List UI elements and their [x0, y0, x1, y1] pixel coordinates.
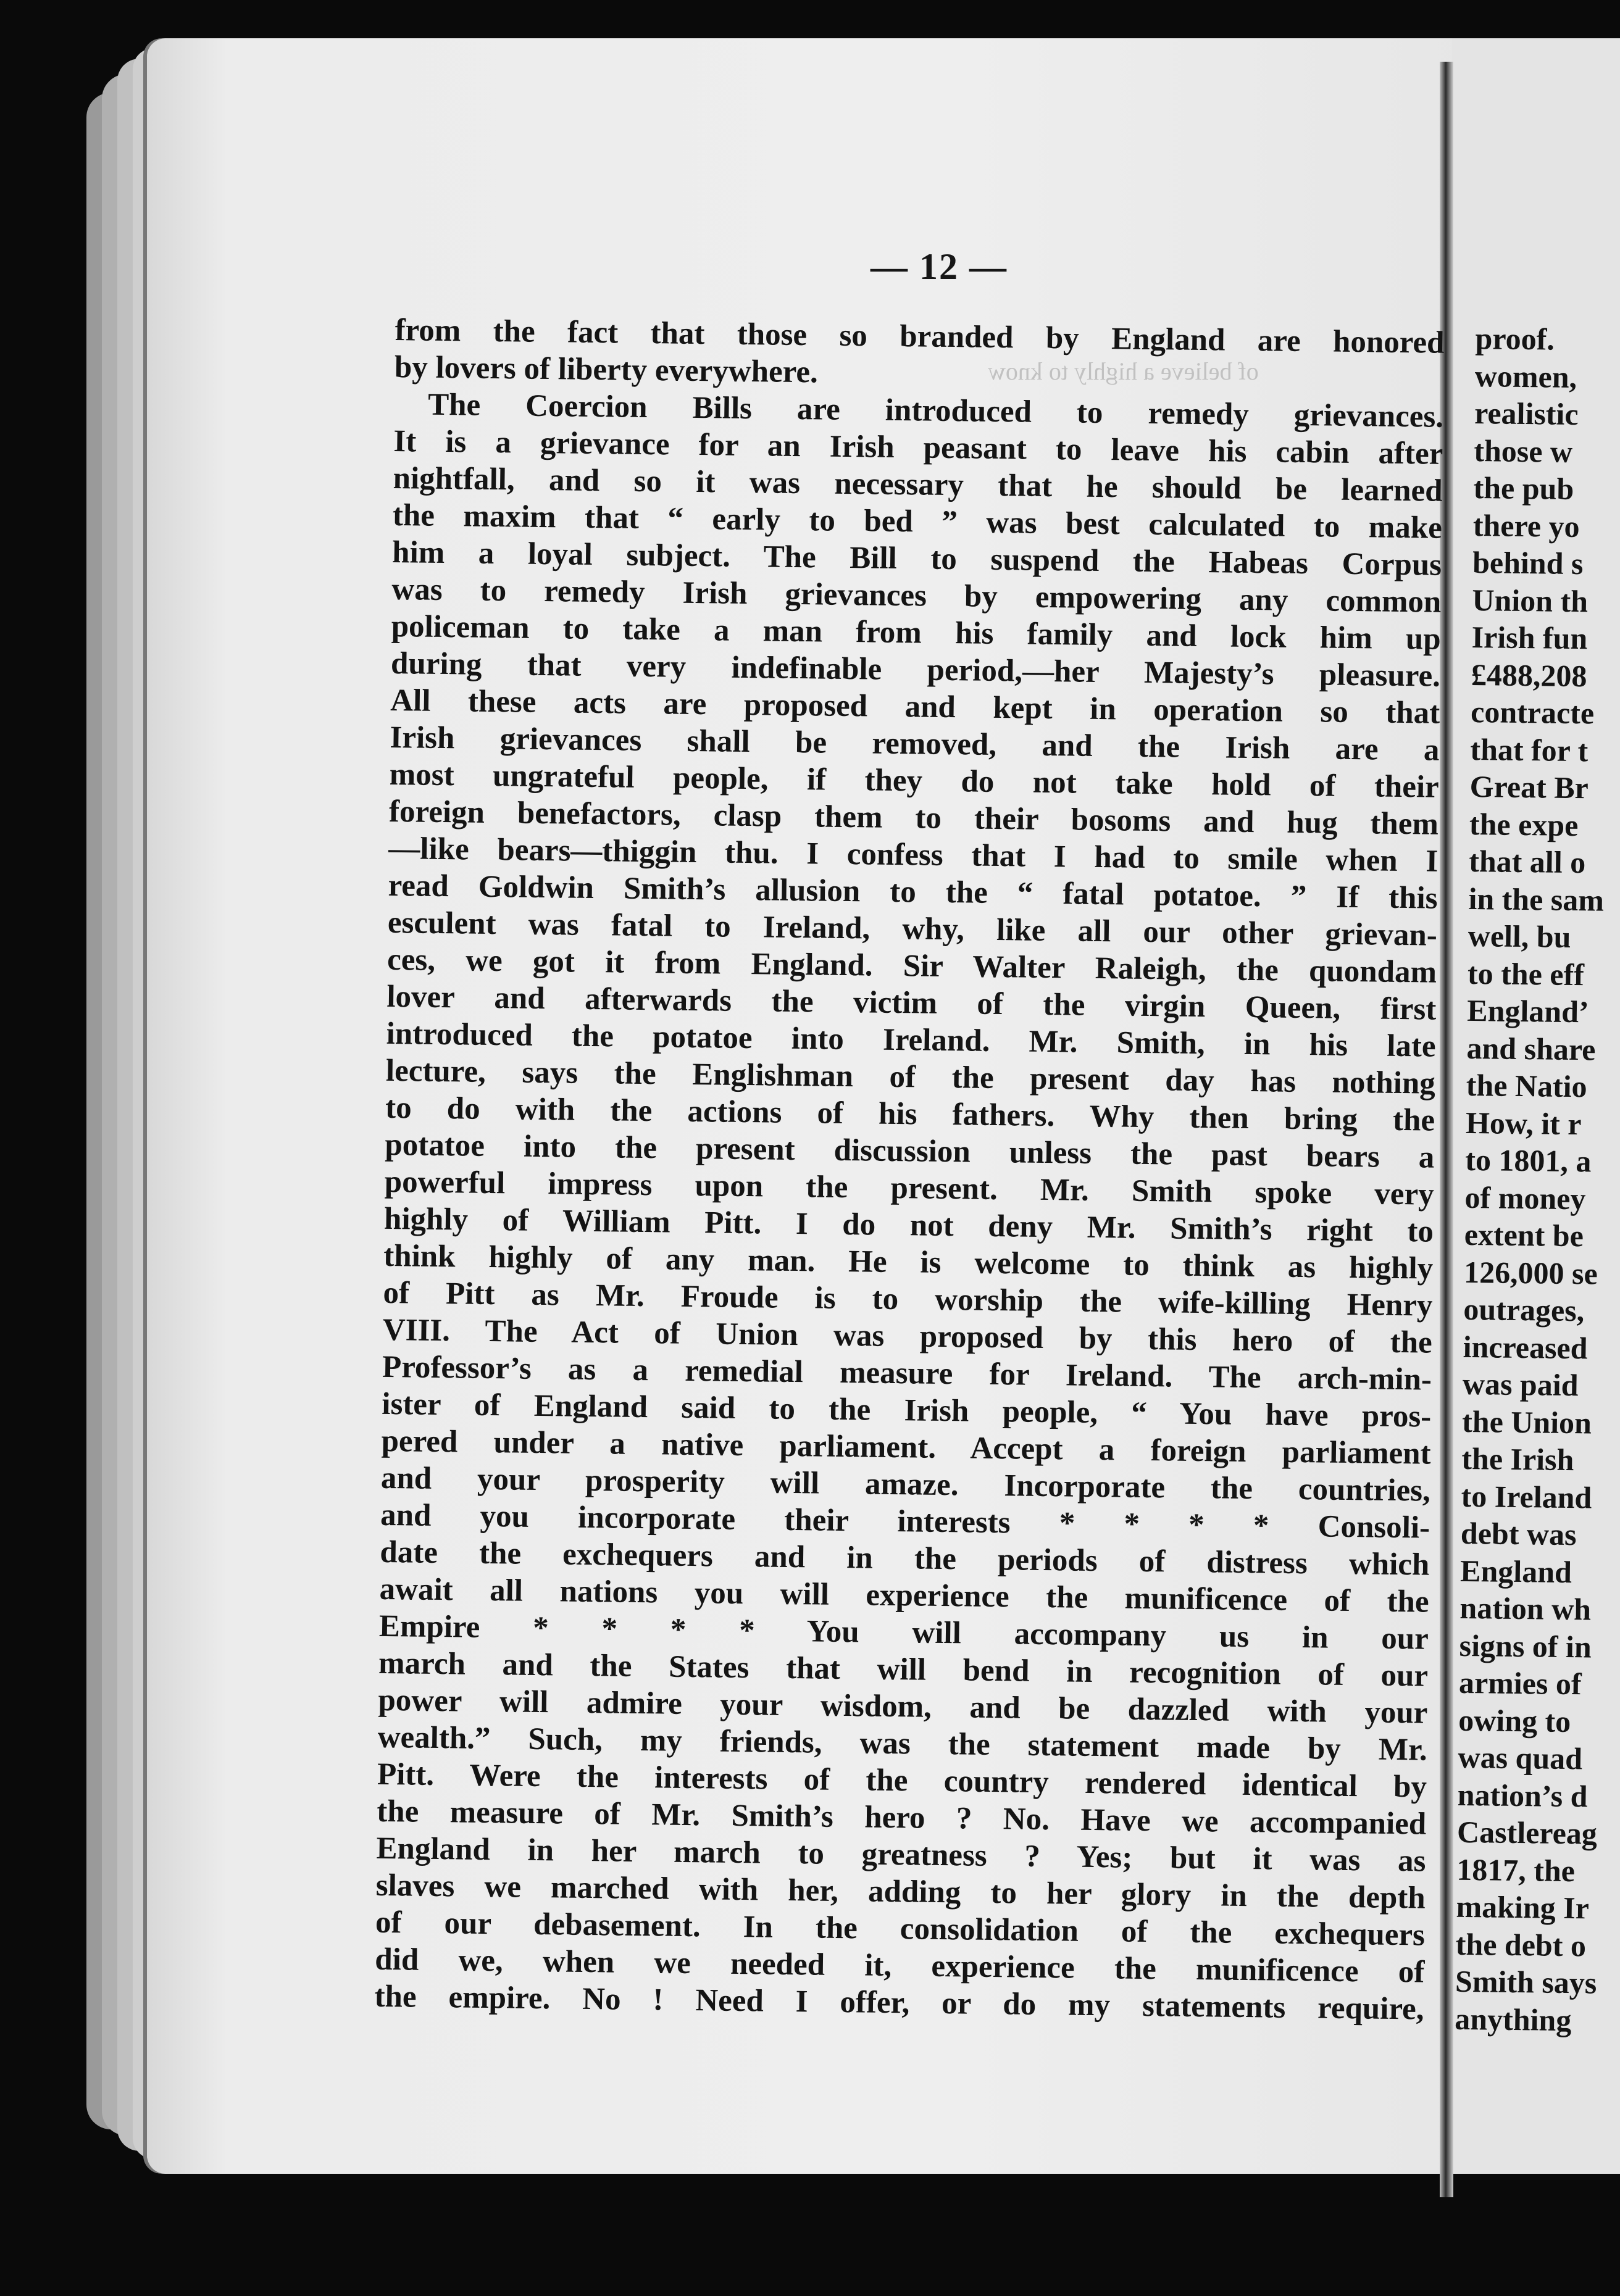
text-line: Professor’s as a remedial measure for Ireland. The arch-min-: [382, 1349, 1432, 1397]
text-line: pered under a native parliament. Accept a foreign parliament: [381, 1423, 1431, 1471]
text-line: highly of William Pitt. I do not deny Mr. Smith’s right to: [383, 1201, 1434, 1249]
text-line: the maxim that “ early to bed ” was best calculated to make: [392, 497, 1443, 546]
text-line: nightfall, and so it was necessary that he should be learned: [393, 460, 1443, 509]
right-text-line: the pub: [1473, 470, 1574, 506]
right-text-line: Smith says: [1455, 1963, 1597, 2000]
right-text-line: Great Br: [1469, 768, 1589, 805]
text-line: was to remedy Irish grievances by empowering any common: [391, 572, 1442, 620]
right-text-line: increased: [1463, 1329, 1588, 1365]
text-line: during that very indefinable period,—her Majesty’s pleasure.: [390, 646, 1441, 694]
right-text-line: the Irish: [1461, 1441, 1574, 1478]
text-line: ister of England said to the Irish people, “ You have pros-: [382, 1386, 1432, 1434]
text-line: foreign benefactors, clasp them to their bosoms and hug them: [388, 794, 1439, 842]
text-line: date the exchequers and in the periods of distress which: [380, 1534, 1430, 1583]
right-text-line: behind s: [1472, 544, 1584, 581]
right-text-line: was quad: [1458, 1739, 1583, 1776]
right-page-column: [1455, 320, 1620, 2039]
text-line: All these acts are proposed and kept in operation so that: [390, 683, 1440, 731]
text-line: read Goldwin Smith’s allusion to the “ fatal potatoe. ” If this: [388, 868, 1438, 916]
right-text-line: making Ir: [1456, 1889, 1590, 1926]
text-line: to do with the actions of his fathers. Why then bring the: [385, 1090, 1435, 1138]
text-line: the measure of Mr. Smith’s hero ? No. Have we accompanied: [376, 1794, 1427, 1842]
text-line: wealth.” Such, my friends, was the statement made by Mr.: [377, 1720, 1427, 1768]
right-text-line: women,: [1474, 358, 1577, 394]
right-text-line: signs of in: [1459, 1628, 1592, 1664]
right-text-line: the debt o: [1455, 1926, 1587, 1963]
text-line: power will admire your wisdom, and be dazzled with your: [378, 1682, 1428, 1731]
right-text-line: nation wh: [1459, 1590, 1592, 1627]
text-line: VIII. The Act of Union was proposed by this hero of the: [382, 1312, 1433, 1360]
right-text-line: Castlereag: [1456, 1814, 1598, 1851]
text-line: powerful impress upon the present. Mr. Smith spoke very: [384, 1164, 1434, 1212]
text-line: the empire. No ! Need I offer, or do my statements require,: [374, 1979, 1424, 2027]
page-number: — 12 —: [871, 246, 1008, 287]
right-text-line: nation’s d: [1457, 1777, 1588, 1813]
right-text-line: there yo: [1472, 507, 1580, 544]
right-text-line: that all o: [1468, 843, 1586, 880]
right-text-line: the expe: [1469, 806, 1579, 842]
text-line: think highly of any man. He is welcome to think as highly: [383, 1238, 1434, 1286]
text-line: slaves we marched with her, adding to her glory in the depth: [375, 1868, 1426, 1916]
right-text-line: proof.: [1475, 320, 1555, 357]
right-text-line: that for t: [1470, 731, 1589, 768]
right-text-line: England: [1459, 1553, 1572, 1589]
text-line: —like bears—thiggin thu. I confess that I had to smile when I: [388, 831, 1438, 879]
right-text-line: armies of: [1458, 1665, 1582, 1702]
text-line: by lovers of liberty everywhere.: [394, 349, 819, 390]
text-line: introduced the potatoe into Ireland. Mr. Smith, in his late: [386, 1016, 1436, 1064]
right-text-line: 1817, the: [1456, 1852, 1576, 1888]
body-text: [374, 312, 1445, 2028]
right-text-line: £488,208: [1471, 657, 1587, 693]
right-text-line: those w: [1474, 433, 1573, 469]
text-line: The Coercion Bills are introduced to remedy grievances.: [427, 387, 1444, 435]
text-line: him a loyal subject. The Bill to suspend the Habeas Corpus: [391, 534, 1442, 583]
text-line: of our debasement. In the consolidation of the exchequers: [375, 1905, 1426, 1953]
text-line: did we, when we needed it, experience the munificence of: [375, 1942, 1425, 1990]
right-text-line: anything: [1455, 2001, 1572, 2037]
right-text-line: contracte: [1470, 694, 1595, 731]
right-text-line: to the eff: [1467, 955, 1585, 992]
right-text-line: Irish fun: [1471, 619, 1588, 656]
right-text-line: in the sam: [1468, 881, 1605, 918]
right-text-line: extent be: [1464, 1217, 1584, 1254]
right-text-line: England’: [1466, 992, 1589, 1029]
text-line: ces, we got it from England. Sir Walter Raleigh, the quondam: [386, 942, 1437, 990]
text-line: Empire * * * * You will accompany us in our: [378, 1608, 1429, 1657]
right-text-line: 126,000 se: [1463, 1254, 1598, 1291]
right-text-line: to 1801, a: [1465, 1142, 1592, 1179]
text-line: and your prosperity will amaze. Incorporate the countries,: [380, 1460, 1431, 1508]
right-text-line: to Ireland: [1461, 1478, 1592, 1515]
right-text-line: realistic: [1474, 395, 1579, 432]
text-line: lecture, says the Englishman of the present day has nothing: [385, 1053, 1436, 1101]
text-line: and you incorporate their interests * * * * Consoli-: [380, 1497, 1430, 1545]
right-text-line: of money: [1464, 1179, 1586, 1216]
text-line: It is a grievance for an Irish peasant to leave his cabin after: [393, 423, 1443, 472]
right-text-line: the Natio: [1466, 1067, 1587, 1104]
text-line: from the fact that those so branded by England are honored: [395, 312, 1445, 360]
right-text-line: owing to: [1458, 1702, 1571, 1739]
right-text-line: debt was: [1460, 1515, 1577, 1552]
right-text-line: was paid: [1462, 1366, 1579, 1403]
bleed-through-text: of believe a highly to know: [988, 357, 1259, 385]
text-line: England in her march to greatness ? Yes; but it was as: [376, 1831, 1426, 1879]
right-text-line: the Union: [1461, 1404, 1592, 1440]
text-line: esculent was fatal to Ireland, why, like all our other grievan-: [387, 905, 1438, 953]
right-text-line: well, bu: [1468, 918, 1571, 954]
text-line: Irish grievances shall be removed, and the Irish are a: [390, 720, 1440, 768]
text-line: await all nations you will experience the munificence of the: [379, 1571, 1429, 1620]
right-text-line: and share: [1466, 1030, 1596, 1067]
right-text-line: How, it r: [1465, 1105, 1582, 1141]
text-line: most ungrateful people, if they do not take hold of their: [389, 757, 1440, 805]
text-line: policeman to take a man from his family and lock him up: [391, 609, 1441, 657]
right-text-line: outrages,: [1463, 1291, 1585, 1328]
text-line: lover and afterwards the victim of the virgin Queen, first: [386, 979, 1437, 1027]
right-text-line: Union th: [1472, 582, 1589, 618]
text-line: march and the States that will bend in recognition of our: [378, 1645, 1429, 1694]
text-line: of Pitt as Mr. Froude is to worship the wife-killing Henry: [383, 1275, 1433, 1323]
text-line: potatoe into the present discussion unless the past bears a: [385, 1127, 1435, 1175]
text-line: Pitt. Were the interests of the country rendered identical by: [377, 1757, 1427, 1805]
